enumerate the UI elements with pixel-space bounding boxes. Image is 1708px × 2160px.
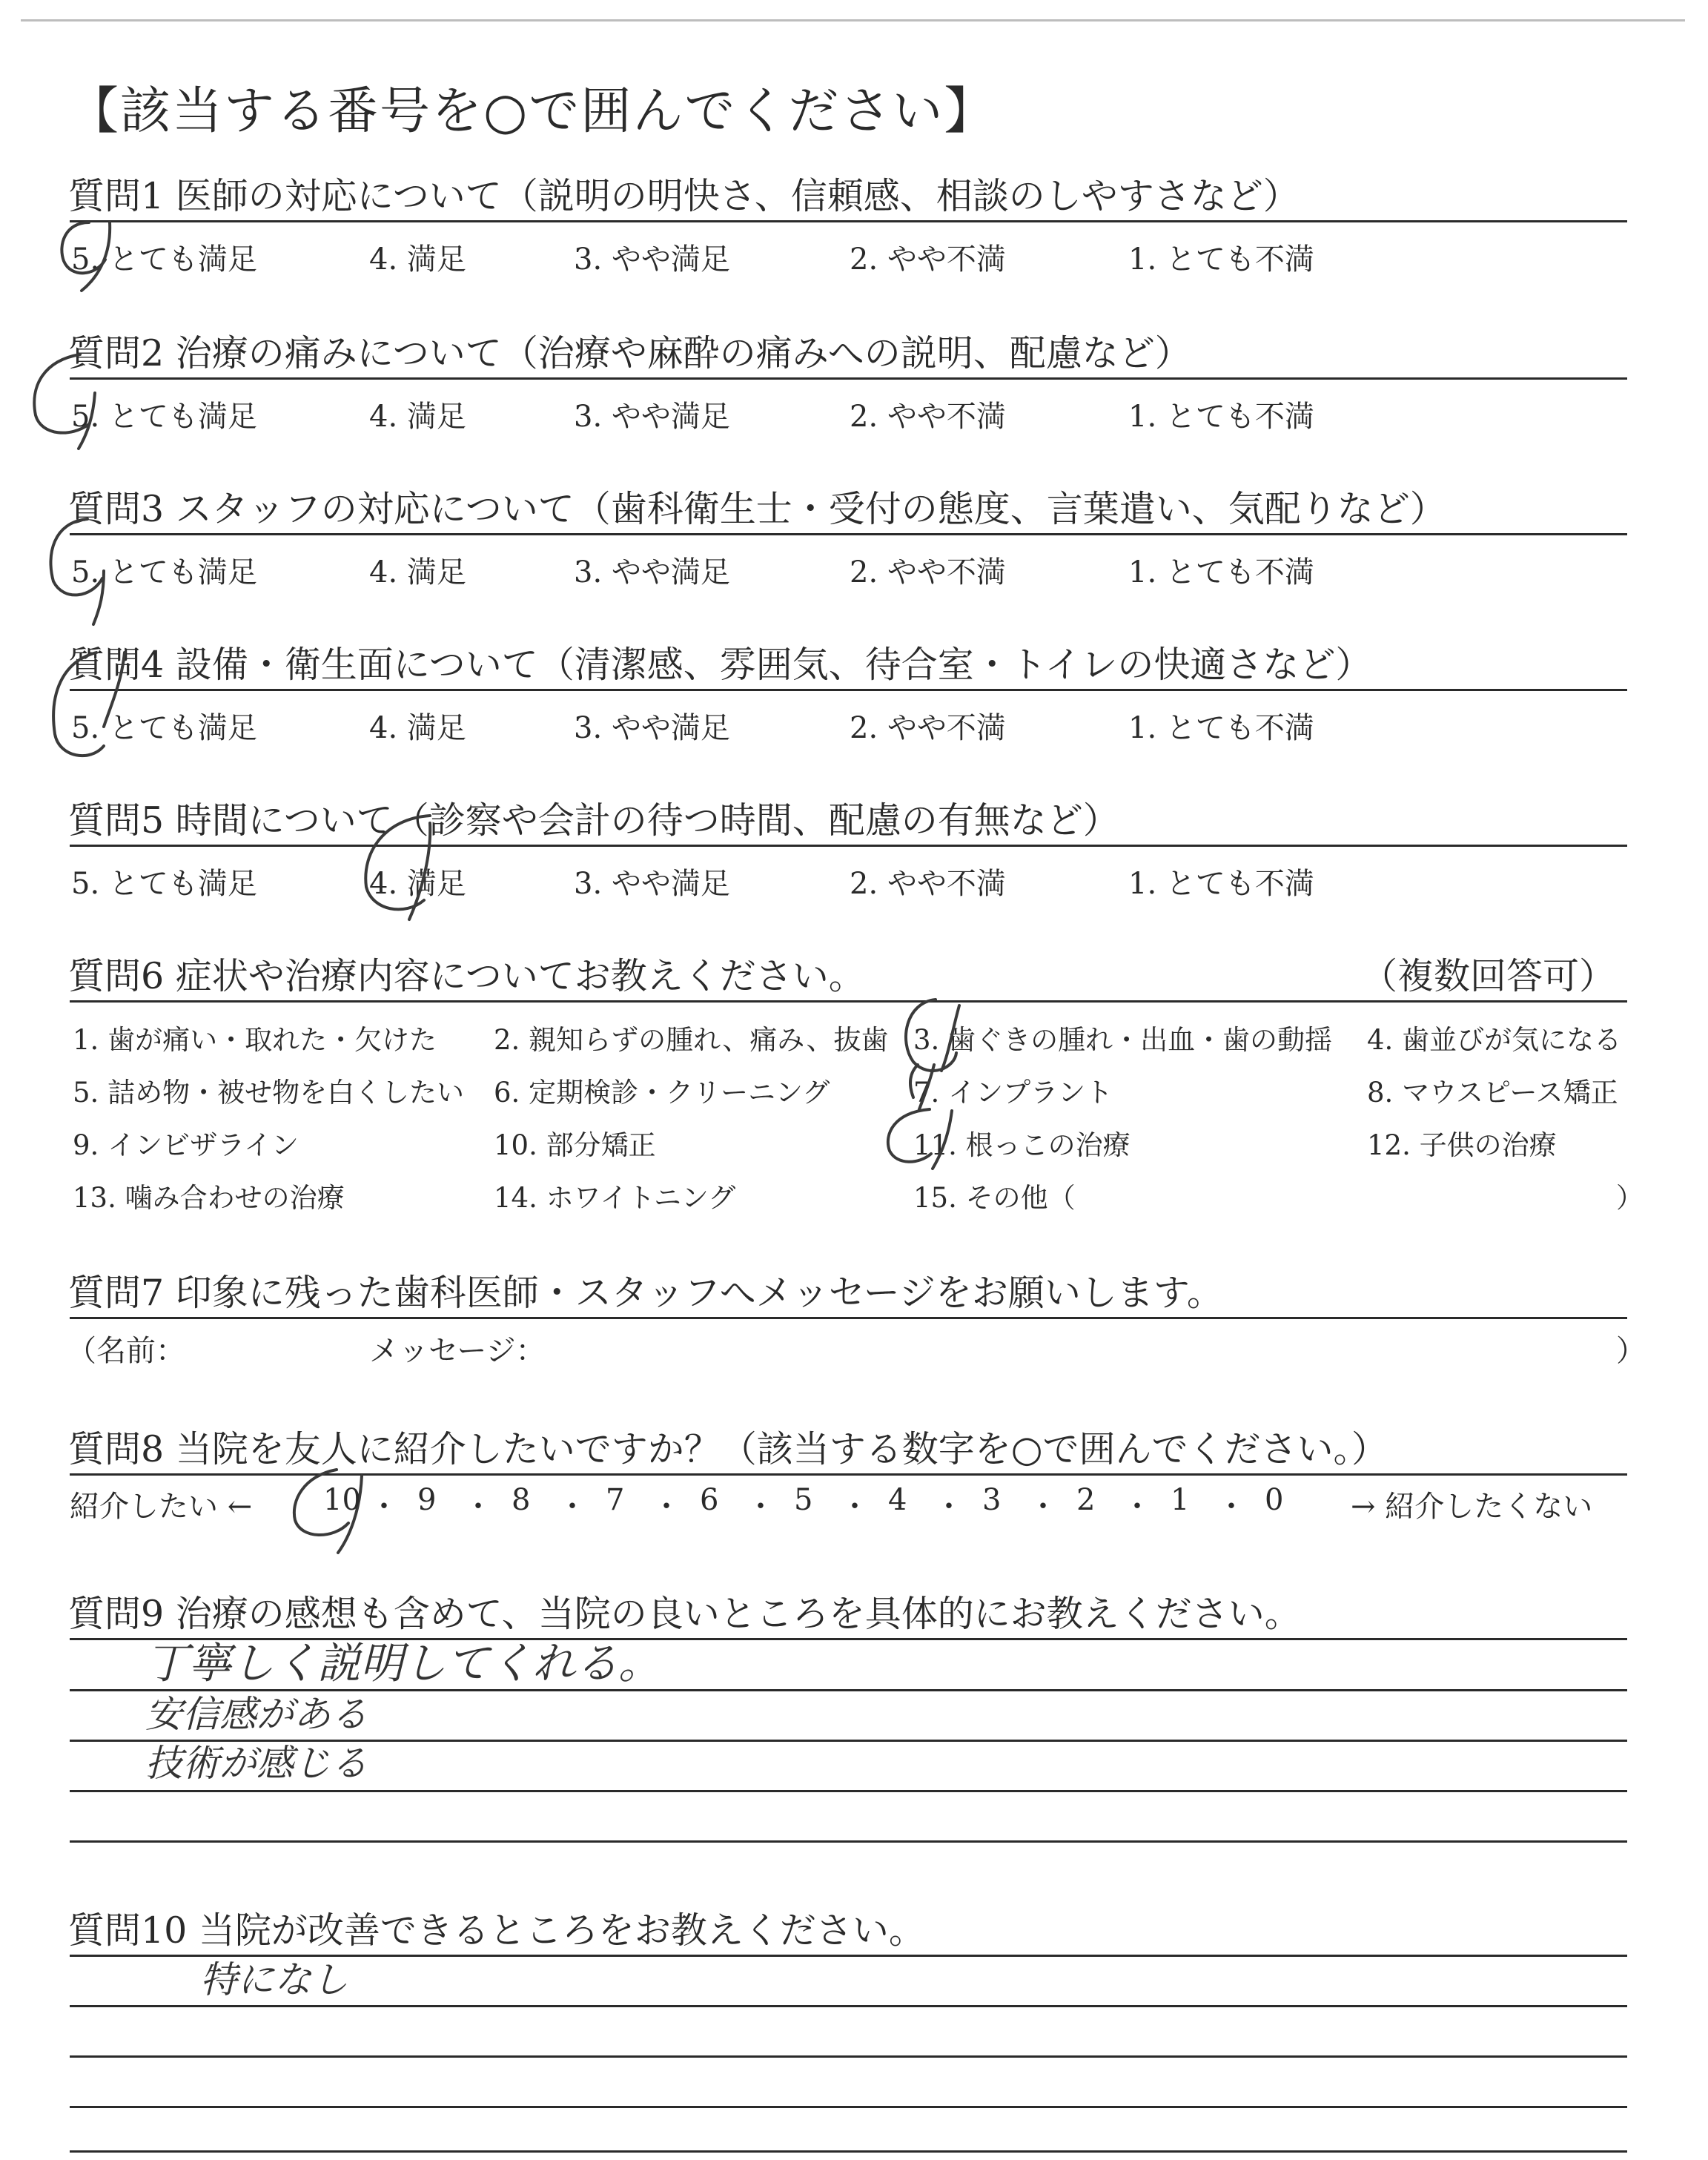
question-6-title: 質問6 症状や治療内容についてお教えください。 — [68, 955, 865, 997]
question-8-title: 質問8 当院を友人に紹介したいですか？（該当する数字を○で囲んでください。） — [68, 1428, 1388, 1470]
q3-option-4[interactable]: 4. 満足 — [369, 555, 466, 589]
q6-option-6[interactable]: 6. 定期検診・クリーニング — [494, 1077, 830, 1109]
q5-option-2[interactable]: 2. やや不満 — [850, 867, 1006, 901]
recommend-separator: ・ — [652, 1490, 681, 1524]
question-8-rule — [70, 1473, 1627, 1476]
question-9-title: 質問9 治療の感想も含めて、当院の良いところを具体的にお教えください。 — [68, 1593, 1301, 1635]
q1-option-5[interactable]: 5. とても満足 — [71, 242, 257, 277]
message-label: メッセージ： — [369, 1334, 546, 1368]
q4-option-3[interactable]: 3. やや満足 — [574, 711, 730, 745]
recommend-score-4[interactable]: 4 — [888, 1483, 907, 1517]
q6-option-1[interactable]: 1. 歯が痛い・取れた・欠けた — [73, 1024, 437, 1056]
question-7-title: 質問7 印象に残った歯科医師・スタッフへメッセージをお願いします。 — [68, 1272, 1223, 1314]
question-9-rule-5 — [70, 1840, 1627, 1843]
recommend-score-9[interactable]: 9 — [417, 1483, 437, 1517]
q9-answer-3: 技術が感じる — [145, 1742, 368, 1785]
name-label: （名前： — [67, 1334, 185, 1368]
question-5-rule — [70, 845, 1627, 847]
recommend-score-5[interactable]: 5 — [794, 1483, 813, 1517]
q6-option-11[interactable]: 11. 根っこの治療 — [913, 1129, 1131, 1161]
q6-option-3[interactable]: 3. 歯ぐきの腫れ・出血・歯の動揺 — [913, 1024, 1333, 1056]
q4-option-1[interactable]: 1. とても不満 — [1128, 711, 1314, 745]
q3-option-5[interactable]: 5. とても満足 — [71, 555, 257, 589]
question-10-rule-4 — [70, 2106, 1627, 2108]
recommend-separator: ・ — [840, 1490, 870, 1524]
q2-option-4[interactable]: 4. 満足 — [369, 400, 466, 434]
q2-option-3[interactable]: 3. やや満足 — [574, 400, 730, 434]
q1-option-4[interactable]: 4. 満足 — [369, 242, 466, 277]
q6-other-close-paren: ） — [1616, 1182, 1644, 1214]
multiple-answers-note: （複数回答可） — [1361, 955, 1616, 997]
q6-option-7[interactable]: 7. インプラント — [913, 1077, 1113, 1109]
q2-option-5[interactable]: 5. とても満足 — [71, 400, 257, 434]
q4-option-4[interactable]: 4. 満足 — [369, 711, 466, 745]
q6-option-10[interactable]: 10. 部分矯正 — [494, 1129, 656, 1161]
question-10-rule-3 — [70, 2055, 1627, 2058]
q9-answer-2: 安信感がある — [145, 1693, 368, 1736]
form-heading: 【該当する番号を○で囲んでください】 — [68, 82, 996, 141]
q6-option-14[interactable]: 14. ホワイトニング — [494, 1182, 736, 1214]
recommend-separator: ・ — [1217, 1490, 1246, 1524]
recommend-left-label: 紹介したい ← — [70, 1490, 253, 1524]
q6-option-2[interactable]: 2. 親知らずの腫れ、痛み、抜歯 — [494, 1024, 889, 1056]
question-7-rule — [70, 1317, 1627, 1319]
recommend-separator: ・ — [369, 1490, 399, 1524]
q6-option-5[interactable]: 5. 詰め物・被せ物を白くしたい — [73, 1077, 465, 1109]
q10-answer-1: 特になし — [200, 1958, 348, 2001]
message-close-paren: ） — [1616, 1334, 1646, 1368]
recommend-score-1[interactable]: 1 — [1171, 1483, 1190, 1517]
q5-option-5[interactable]: 5. とても満足 — [71, 867, 257, 901]
q2-option-2[interactable]: 2. やや不満 — [850, 400, 1006, 434]
question-2-title: 質問2 治療の痛みについて（治療や麻酔の痛みへの説明、配慮など） — [68, 332, 1191, 374]
q9-answer-1: 丁寧しく説明してくれる。 — [145, 1638, 662, 1688]
question-9-rule-4 — [70, 1790, 1627, 1792]
top-border — [21, 19, 1685, 22]
recommend-separator: ・ — [463, 1490, 493, 1524]
recommend-separator: ・ — [934, 1490, 964, 1524]
q5-option-1[interactable]: 1. とても不満 — [1128, 867, 1314, 901]
q5-option-4[interactable]: 4. 満足 — [369, 867, 466, 901]
question-3-rule — [70, 533, 1627, 535]
q6-option-9[interactable]: 9. インビザライン — [73, 1129, 299, 1161]
recommend-separator: ・ — [746, 1490, 775, 1524]
question-10-rule-2 — [70, 2005, 1627, 2007]
recommend-score-3[interactable]: 3 — [982, 1483, 1002, 1517]
question-5-title: 質問5 時間について（診察や会計の待つ時間、配慮の有無など） — [68, 799, 1119, 842]
q5-option-3[interactable]: 3. やや満足 — [574, 867, 730, 901]
recommend-score-7[interactable]: 7 — [606, 1483, 625, 1517]
recommend-score-2[interactable]: 2 — [1076, 1483, 1096, 1517]
q3-option-1[interactable]: 1. とても不満 — [1128, 555, 1314, 589]
recommend-separator: ・ — [557, 1490, 587, 1524]
question-3-title: 質問3 スタッフの対応について（歯科衛生士・受付の態度、言葉遣い、気配りなど） — [68, 488, 1446, 530]
question-1-rule — [70, 220, 1627, 222]
question-10-rule-5 — [70, 2150, 1627, 2153]
q3-option-3[interactable]: 3. やや満足 — [574, 555, 730, 589]
q1-option-2[interactable]: 2. やや不満 — [850, 242, 1006, 277]
question-6-rule — [70, 1000, 1627, 1003]
question-4-title: 質問4 設備・衛生面について（清潔感、雰囲気、待合室・トイレの快適さなど） — [68, 644, 1372, 686]
recommend-score-6[interactable]: 6 — [700, 1483, 719, 1517]
question-10-title: 質問10 当院が改善できるところをお教えください。 — [68, 1909, 925, 1952]
q6-option-13[interactable]: 13. 噛み合わせの治療 — [73, 1182, 345, 1214]
q6-option-8[interactable]: 8. マウスピース矯正 — [1367, 1077, 1618, 1109]
recommend-score-8[interactable]: 8 — [512, 1483, 531, 1517]
recommend-score-0[interactable]: 0 — [1265, 1483, 1284, 1517]
q2-option-1[interactable]: 1. とても不満 — [1128, 400, 1314, 434]
question-2-rule — [70, 377, 1627, 380]
question-4-rule — [70, 689, 1627, 691]
question-1-title: 質問1 医師の対応について（説明の明快さ、信頼感、相談のしやすさなど） — [68, 175, 1300, 217]
recommend-score-10[interactable]: 10 — [323, 1483, 361, 1517]
q1-option-3[interactable]: 3. やや満足 — [574, 242, 730, 277]
q4-option-2[interactable]: 2. やや不満 — [850, 711, 1006, 745]
recommend-separator: ・ — [1122, 1490, 1152, 1524]
q4-option-5[interactable]: 5. とても満足 — [71, 711, 257, 745]
q3-option-2[interactable]: 2. やや不満 — [850, 555, 1006, 589]
q6-option-15[interactable]: 15. その他（ — [913, 1182, 1076, 1214]
recommend-separator: ・ — [1028, 1490, 1058, 1524]
recommend-right-label: → 紹介したくない — [1351, 1490, 1593, 1524]
q6-option-12[interactable]: 12. 子供の治療 — [1367, 1129, 1557, 1161]
q1-option-1[interactable]: 1. とても不満 — [1128, 242, 1314, 277]
q6-option-4[interactable]: 4. 歯並びが気になる — [1367, 1024, 1622, 1056]
